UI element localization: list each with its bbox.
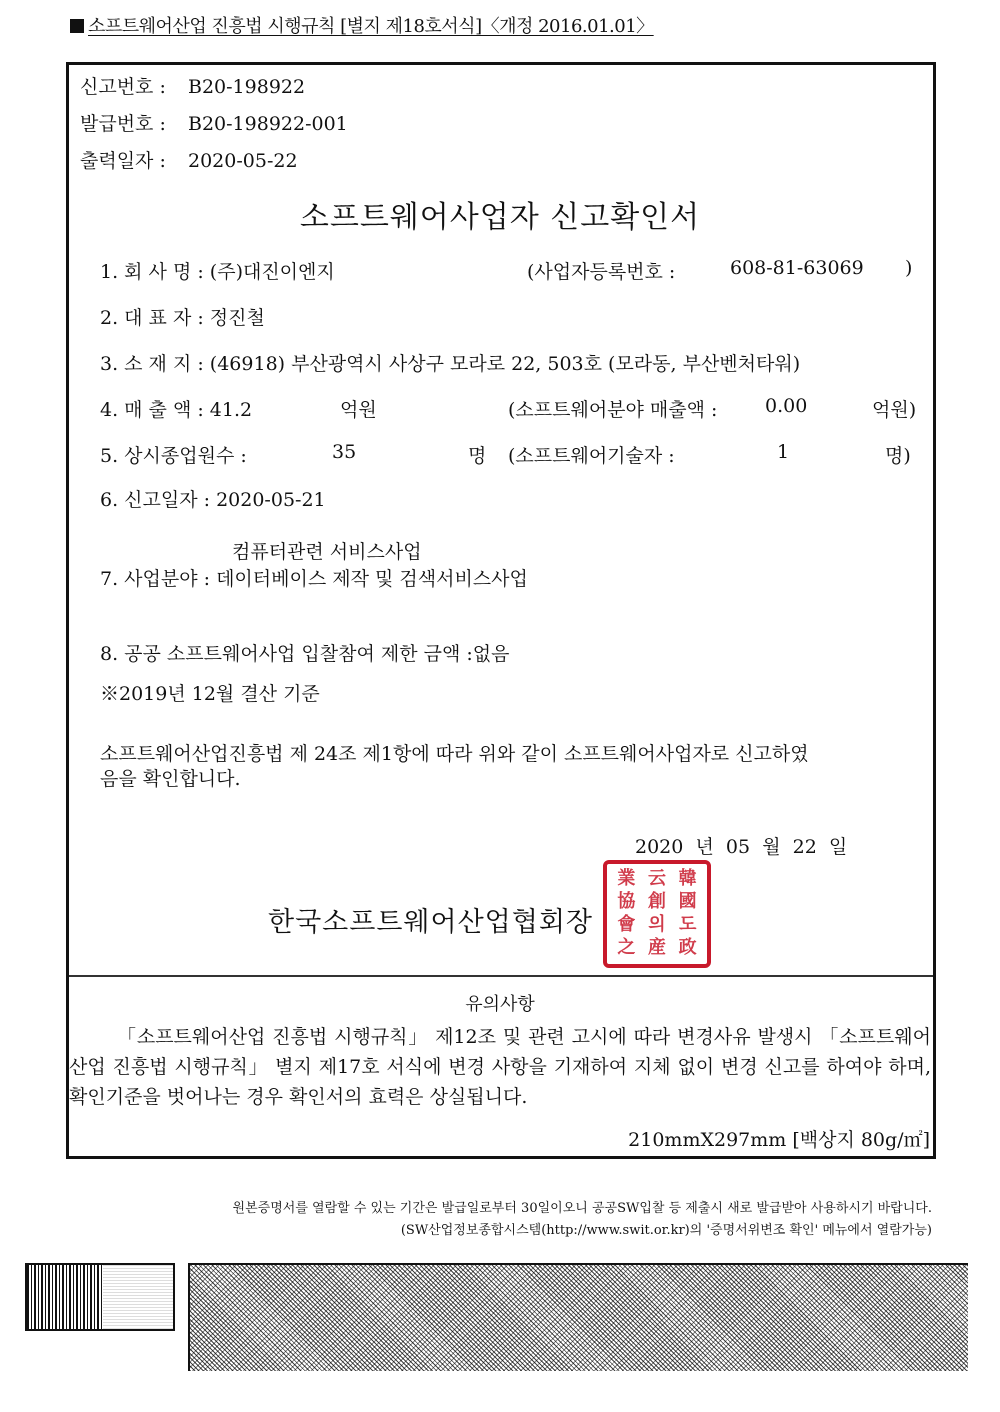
sw-tech-value: 1	[777, 441, 790, 463]
seal-char: 業	[617, 868, 636, 889]
print-date-label: 출력일자 :	[80, 150, 166, 172]
seal-char: 韓	[678, 868, 697, 889]
business-field-line2: 데이터베이스 제작 및 검색서비스사업	[216, 568, 528, 590]
revenue-row	[100, 395, 252, 422]
representative-value: 정진철	[209, 307, 265, 329]
company-name-label: 1. 회 사 명 :	[100, 261, 204, 283]
sw-tech-unit: 명)	[885, 445, 911, 467]
sw-revenue-value: 0.00	[765, 395, 808, 417]
seal-char: 의	[648, 914, 666, 935]
business-field-label: 7. 사업분야 :	[100, 568, 211, 590]
employees-row	[100, 441, 247, 468]
seal-char: 會	[617, 914, 636, 935]
issue-date	[635, 832, 847, 859]
footer-notice-line1: 원본증명서를 열람할 수 있는 기간은 발급일로부터 30일이오니 공공SW입찰 등 제출시 새로 발급받아 사용하시기 바랍니다.	[232, 1201, 932, 1216]
issue-day: 22	[792, 836, 817, 858]
barcode-2d-large	[188, 1263, 968, 1371]
sw-revenue-unit: 억원)	[872, 399, 917, 421]
company-name-value: (주)대진이엔지	[209, 261, 335, 283]
footer-notice-line2: (SW산업정보종합시스템(http://www.swit.or.kr)의 '증명서위변조 확인' 메뉴에서 열람가능)	[400, 1223, 932, 1238]
square-bullet-icon	[70, 19, 84, 33]
print-date-value: 2020-05-22	[188, 150, 298, 172]
report-date-label: 6. 신고일자 :	[100, 489, 211, 511]
issuer-name: 한국소프트웨어산업협회장	[268, 907, 593, 938]
business-field-row	[100, 564, 528, 591]
issue-number	[80, 109, 348, 136]
issue-day-unit: 일	[828, 836, 848, 858]
business-field-line1: 컴퓨터관련 서비스사업	[232, 541, 422, 563]
business-reg-label: (사업자등록번호 :	[527, 261, 676, 283]
bid-limit: 8. 공공 소프트웨어사업 입찰참여 제한 금액 :없음	[100, 643, 510, 665]
address-label: 3. 소 재 지 :	[100, 353, 204, 375]
employees-label: 5. 상시종업원수 :	[100, 445, 247, 467]
seal-char: 政	[678, 937, 697, 958]
seal-char: 도	[678, 914, 697, 935]
confirmation-line2: 음을 확인합니다.	[100, 768, 241, 790]
form-header-text: 소프트웨어산업 진흥법 시행규칙 [별지 제18호서식]〈개정 2016.01.01〉	[88, 16, 654, 37]
seal-char: 國	[678, 891, 697, 912]
company-name-row	[100, 257, 335, 284]
confirmation-line1: 소프트웨어산업진흥법 제 24조 제1항에 따라 위와 같이 소프트웨어사업자로 신고하였	[100, 743, 809, 765]
official-seal-icon	[603, 860, 711, 968]
basis-note: ※2019년 12월 결산 기준	[100, 683, 320, 705]
paper-spec: 210mmX297mm [백상지 80g/㎡]	[628, 1129, 930, 1151]
seal-char: 協	[617, 891, 636, 912]
issue-number-value: B20-198922-001	[188, 113, 348, 135]
address-value: (46918) 부산광역시 사상구 모라로 22, 503호 (모라동, 부산벤처타워)	[209, 353, 801, 375]
notice-divider	[69, 975, 933, 977]
report-date-value: 2020-05-21	[216, 489, 326, 511]
sw-revenue-label: (소프트웨어분야 매출액 :	[508, 399, 718, 421]
employees-unit: 명	[468, 445, 487, 467]
seal-char: 産	[647, 937, 666, 958]
seal-char: 云	[647, 868, 666, 889]
report-number	[80, 72, 305, 99]
print-date	[80, 146, 298, 173]
address-row	[100, 349, 800, 376]
page-title: 소프트웨어사업자 신고확인서	[299, 200, 701, 235]
business-reg-close: )	[905, 257, 913, 279]
revenue-unit: 억원	[340, 399, 377, 421]
seal-char: 之	[617, 937, 636, 958]
notice-title: 유의사항	[465, 994, 535, 1015]
barcode-2d-small	[25, 1263, 175, 1331]
representative-row	[100, 303, 265, 330]
issue-year: 2020	[635, 836, 684, 858]
business-reg-value: 608-81-63069	[730, 257, 864, 279]
report-date-row	[100, 485, 326, 512]
issue-month-unit: 월	[762, 836, 781, 858]
issue-number-label: 발급번호 :	[80, 113, 166, 135]
report-number-label: 신고번호 :	[80, 76, 166, 98]
revenue-label: 4. 매 출 액 :	[100, 399, 204, 421]
notice-body: 「소프트웨어산업 진흥법 시행규칙」 제12조 및 관련 고시에 따라 변경사유 발생시 「소프트웨어산업 진흥법 시행규칙」 별지 제17호 서식에 변경 사항을 기재하여 지체 없이 변경 신고를 하여야 하며, 확인기준을 벗어나는 경우 확인서의 효력은 상실됩니다.	[69, 1026, 931, 1108]
issue-year-unit: 년	[695, 836, 714, 858]
report-number-value: B20-198922	[188, 76, 306, 98]
form-header	[70, 12, 654, 38]
sw-tech-label: (소프트웨어기술자 :	[508, 445, 675, 467]
employees-value: 35	[332, 441, 357, 463]
representative-label: 2. 대 표 자 :	[100, 307, 204, 329]
issue-month: 05	[725, 836, 751, 858]
revenue-value: 41.2	[209, 399, 253, 421]
seal-char: 創	[647, 891, 666, 912]
